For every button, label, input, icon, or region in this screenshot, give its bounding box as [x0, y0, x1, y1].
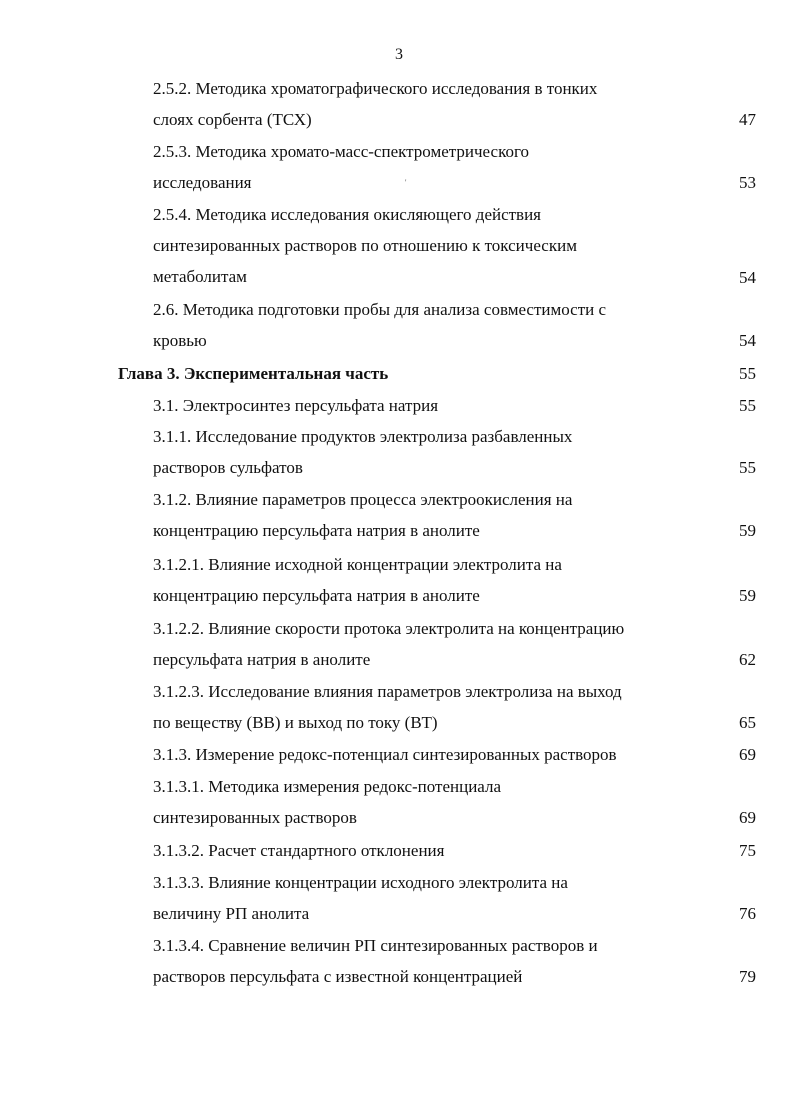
toc-entry-3-1-2[interactable] — [153, 484, 683, 546]
toc-entry-line: 2.6. Методика подготовки пробы для анализа совместимости с — [153, 300, 607, 319]
toc-entry-line: 2.5.2. Методика хроматографического исследования в тонких — [153, 79, 598, 98]
toc-entry-line: кровью — [153, 331, 207, 350]
toc-page-number: 79 — [739, 967, 756, 986]
toc-entry-line: 3.1.3. Измерение редокс-потенциал синтезированных растворов — [153, 745, 617, 764]
toc-entry-3-1-2-2[interactable] — [153, 613, 683, 675]
toc-page-number: 53 — [739, 173, 756, 192]
toc-page-number: 69 — [739, 745, 756, 764]
toc-entry-line: персульфата натрия в анолите — [153, 650, 371, 669]
toc-entry-2-5-2[interactable] — [153, 73, 683, 135]
toc-entry-line: 3.1.2.1. Влияние исходной концентрации электролита на — [153, 555, 562, 574]
toc-entry-2-5-3[interactable] — [153, 136, 683, 198]
toc-page-number: 59 — [739, 586, 756, 605]
toc-page-number: 69 — [739, 808, 756, 827]
toc-page-number: 75 — [739, 841, 756, 860]
toc-page-number: 76 — [739, 904, 756, 923]
toc-page-number: 54 — [739, 331, 756, 350]
toc-chapter-3[interactable] — [118, 358, 648, 389]
toc-entry-line: 2.5.3. Методика хромато-масс-спектрометрического — [153, 142, 530, 161]
toc-entry-3-1-2-3[interactable] — [153, 676, 683, 738]
page-number: 3 — [395, 46, 403, 63]
toc-entry-line: 2.5.4. Методика исследования окисляющего действия — [153, 205, 542, 224]
toc-entry-line: 3.1.3.1. Методика измерения редокс-потенциала — [153, 777, 502, 796]
toc-entry-3-1-3-2[interactable] — [153, 835, 683, 866]
toc-entry-3-1[interactable] — [153, 390, 683, 421]
toc-page-number: 54 — [739, 268, 756, 287]
toc-page-number: 59 — [739, 521, 756, 540]
toc-entry-line: 3.1.2. Влияние параметров процесса электроокисления на — [153, 490, 573, 509]
toc-page-number: 47 — [739, 110, 756, 129]
toc-entry-3-1-3-4[interactable] — [153, 930, 683, 992]
toc-page-number: 65 — [739, 713, 756, 732]
toc-entry-line: синтезированных растворов по отношению к токсическим — [153, 236, 577, 255]
toc-entry-line: метаболитам — [153, 267, 247, 286]
toc-entry-line: синтезированных растворов — [153, 808, 357, 827]
toc-entry-line: 3.1.3.2. Расчет стандартного отклонения — [153, 841, 445, 860]
toc-entry-3-1-1[interactable] — [153, 421, 683, 483]
toc-entry-line: слоях сорбента (ТСХ) — [153, 110, 312, 129]
toc-page-number: 55 — [739, 458, 756, 477]
toc-page-number: 55 — [739, 364, 756, 383]
toc-entry-3-1-3-3[interactable] — [153, 867, 683, 929]
toc-entry-3-1-3[interactable] — [153, 739, 683, 770]
toc-entry-line: 3.1.1. Исследование продуктов электролиза разбавленных — [153, 427, 573, 446]
toc-page-number: 55 — [739, 396, 756, 415]
toc-entry-line: растворов сульфатов — [153, 458, 303, 477]
toc-page-number: 62 — [739, 650, 756, 669]
toc-entry-line: 3.1.2.3. Исследование влияния параметров электролиза на выход — [153, 682, 622, 701]
toc-entry-line: 3.1. Электросинтез персульфата натрия — [153, 396, 439, 415]
toc-entry-line: исследования — [153, 173, 252, 192]
toc-entry-line: концентрацию персульфата натрия в анолите — [153, 586, 480, 605]
toc-entry-line: растворов персульфата с известной концентрацией — [153, 967, 523, 986]
toc-entry-3-1-2-1[interactable] — [153, 549, 683, 611]
toc-entry-2-5-4[interactable] — [153, 199, 683, 292]
toc-entry-line: величину РП анолита — [153, 904, 310, 923]
toc-entry-2-6[interactable] — [153, 294, 683, 356]
toc-entry-line: 3.1.3.4. Сравнение величин РП синтезированных растворов и — [153, 936, 598, 955]
toc-entry-line: Глава 3. Экспериментальная часть — [118, 364, 389, 383]
scan-artifact-mark: ' — [405, 178, 407, 187]
toc-entry-3-1-3-1[interactable] — [153, 771, 683, 833]
toc-entry-line: концентрацию персульфата натрия в анолите — [153, 521, 480, 540]
toc-entry-line: 3.1.2.2. Влияние скорости протока электролита на концентрацию — [153, 619, 625, 638]
toc-entry-line: 3.1.3.3. Влияние концентрации исходного электролита на — [153, 873, 568, 892]
toc-entry-line: по веществу (ВВ) и выход по току (ВТ) — [153, 713, 438, 732]
